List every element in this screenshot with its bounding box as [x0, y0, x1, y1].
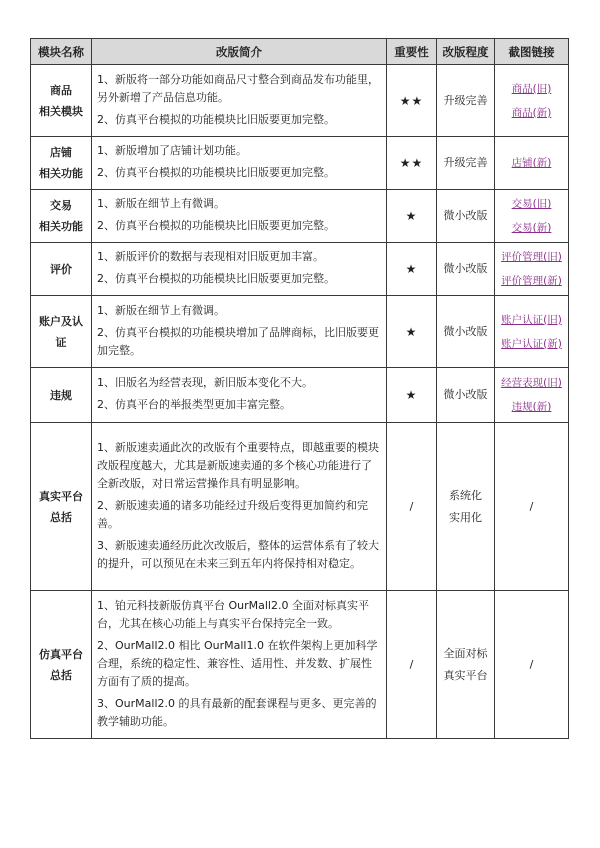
- module-name-line: 相关功能: [39, 220, 83, 233]
- table-row: [31, 423, 569, 591]
- intro-paragraph: 2、仿真平台的举报类型更加丰富完整。: [97, 398, 291, 411]
- module-name-line: 总括: [50, 510, 72, 524]
- module-name-line: 违规: [50, 388, 72, 402]
- intro-cell: [92, 368, 387, 423]
- screenshot-link[interactable]: 交易(新): [511, 222, 552, 234]
- degree-line: 全面对标: [443, 646, 488, 660]
- degree-cell: 微小改版: [437, 368, 495, 423]
- module-name-line: 证: [55, 335, 67, 349]
- screenshot-link[interactable]: 评价管理(旧): [501, 251, 562, 263]
- links-cell: /: [495, 591, 569, 739]
- intro-paragraph: 1、新版在细节上有微调。: [97, 197, 225, 210]
- degree-line: 系统化: [449, 488, 482, 502]
- degree-cell: 微小改版: [437, 296, 495, 368]
- importance-cell: [387, 137, 437, 190]
- links-cell: [495, 190, 569, 243]
- table-row: [31, 591, 569, 739]
- table-header-row: [31, 39, 569, 65]
- intro-cell: [92, 296, 387, 368]
- degree-cell: [437, 591, 495, 739]
- header-module-name: 模块名称: [31, 39, 92, 65]
- revision-table: [30, 38, 569, 739]
- table-row: [31, 368, 569, 423]
- screenshot-link[interactable]: 违规(新): [511, 401, 552, 413]
- header-degree: 改版程度: [437, 39, 495, 65]
- importance-cell: [387, 296, 437, 368]
- degree-cell: 升级完善: [437, 65, 495, 137]
- links-cell: [495, 368, 569, 423]
- intro-paragraph: 1、新版将一部分功能如商品尺寸整合到商品发布功能里，另外新增了产品信息功能。: [97, 72, 379, 104]
- table-row: [31, 190, 569, 243]
- importance-cell: [387, 243, 437, 296]
- screenshot-link[interactable]: 账户认证(新): [501, 337, 562, 350]
- intro-cell: [92, 591, 387, 739]
- module-name-line: 账户及认: [39, 314, 83, 328]
- star-rating: ★★: [399, 93, 424, 108]
- intro-paragraph: 2、新版速卖通的诸多功能经过升级后变得更加简约和完善。: [97, 498, 368, 530]
- degree-cell: [437, 423, 495, 591]
- module-name-cell: [31, 368, 92, 423]
- module-name-cell: [31, 137, 92, 190]
- screenshot-link[interactable]: 交易(旧): [511, 198, 552, 210]
- intro-cell: [92, 137, 387, 190]
- table-row: [31, 296, 569, 368]
- importance-cell: [387, 65, 437, 137]
- module-name-line: 评价: [50, 262, 72, 276]
- screenshot-link[interactable]: 账户认证(旧): [501, 313, 562, 326]
- table-row: [31, 243, 569, 296]
- module-name-line: 店铺: [50, 146, 72, 159]
- module-name-cell: [31, 65, 92, 137]
- screenshot-link[interactable]: 店铺(新): [511, 157, 552, 169]
- screenshot-link[interactable]: 评价管理(新): [501, 275, 562, 287]
- importance-cell: /: [387, 591, 437, 739]
- intro-paragraph: 1、新版评价的数据与表现相对旧版更加丰富。: [97, 250, 324, 263]
- intro-paragraph: 2、OurMall2.0 相比 OurMall1.0 在软件架构上更加科学合理，系统的稳定性、兼容性、适用性、并发数、扩展性方面有了质的提高。: [97, 638, 378, 688]
- header-links: 截图链接: [495, 39, 569, 65]
- importance-cell: [387, 190, 437, 243]
- table-row: [31, 65, 569, 137]
- intro-cell: [92, 65, 387, 137]
- links-cell: /: [495, 423, 569, 591]
- module-name-line: 交易: [50, 199, 72, 212]
- header-importance: 重要性: [387, 39, 437, 65]
- screenshot-link[interactable]: 商品(旧): [511, 82, 552, 95]
- links-cell: [495, 65, 569, 137]
- star-rating: ★: [405, 209, 418, 223]
- intro-paragraph: 1、新版增加了店铺计划功能。: [97, 144, 247, 157]
- star-rating: ★: [405, 388, 418, 402]
- star-rating: ★★: [399, 156, 424, 170]
- intro-paragraph: 2、仿真平台模拟的功能模块增加了品牌商标，比旧版要更加完整。: [97, 325, 379, 357]
- intro-cell: [92, 243, 387, 296]
- intro-paragraph: 3、新版速卖通经历此次改版后，整体的运营体系有了较大的提升，可以预见在未来三到五年内将保持相对稳定。: [97, 538, 379, 570]
- intro-cell: [92, 423, 387, 591]
- intro-paragraph: 2、仿真平台模拟的功能模块比旧版要更加完整。: [97, 272, 335, 285]
- screenshot-link[interactable]: 商品(新): [511, 106, 552, 119]
- module-name-line: 相关模块: [39, 104, 83, 118]
- degree-cell: 微小改版: [437, 190, 495, 243]
- links-cell: [495, 243, 569, 296]
- intro-paragraph: 2、仿真平台模拟的功能模块比旧版要更加完整。: [97, 219, 335, 232]
- degree-line: 真实平台: [443, 668, 488, 682]
- intro-paragraph: 1、旧版名为经营表现，新旧版本变化不大。: [97, 376, 313, 389]
- intro-paragraph: 1、新版速卖通此次的改版有个重要特点，即越重要的模块改版程度越大，尤其是新版速卖通的多个核心功能进行了全新改版，对日常运营操作具有明显影响。: [97, 440, 379, 490]
- intro-paragraph: 3、OurMall2.0 的具有最新的配套课程与更多、更完善的教学辅助功能。: [97, 696, 377, 728]
- intro-paragraph: 2、仿真平台模拟的功能模块比旧版要更加完整。: [97, 166, 335, 179]
- intro-paragraph: 2、仿真平台模拟的功能模块比旧版要更加完整。: [97, 112, 335, 126]
- intro-paragraph: 1、新版在细节上有微调。: [97, 303, 225, 317]
- importance-cell: [387, 368, 437, 423]
- links-cell: [495, 137, 569, 190]
- module-name-line: 商品: [50, 83, 72, 97]
- degree-cell: 升级完善: [437, 137, 495, 190]
- module-name-cell: [31, 296, 92, 368]
- module-name-line: 相关功能: [39, 167, 83, 180]
- module-name-cell: [31, 423, 92, 591]
- importance-cell: /: [387, 423, 437, 591]
- header-intro: 改版简介: [92, 39, 387, 65]
- module-name-line: 总括: [50, 668, 72, 682]
- module-name-line: 仿真平台: [39, 647, 83, 661]
- star-rating: ★: [405, 324, 418, 339]
- table-row: [31, 137, 569, 190]
- degree-cell: 微小改版: [437, 243, 495, 296]
- screenshot-link[interactable]: 经营表现(旧): [501, 377, 562, 389]
- links-cell: [495, 296, 569, 368]
- star-rating: ★: [405, 262, 418, 276]
- module-name-line: 真实平台: [39, 489, 83, 503]
- intro-cell: [92, 190, 387, 243]
- module-name-cell: [31, 591, 92, 739]
- intro-paragraph: 1、铂元科技新版仿真平台 OurMall2.0 全面对标真实平台，尤其在核心功能上与真实平台保持完全一致。: [97, 598, 369, 630]
- module-name-cell: [31, 243, 92, 296]
- module-name-cell: [31, 190, 92, 243]
- degree-line: 实用化: [449, 510, 482, 524]
